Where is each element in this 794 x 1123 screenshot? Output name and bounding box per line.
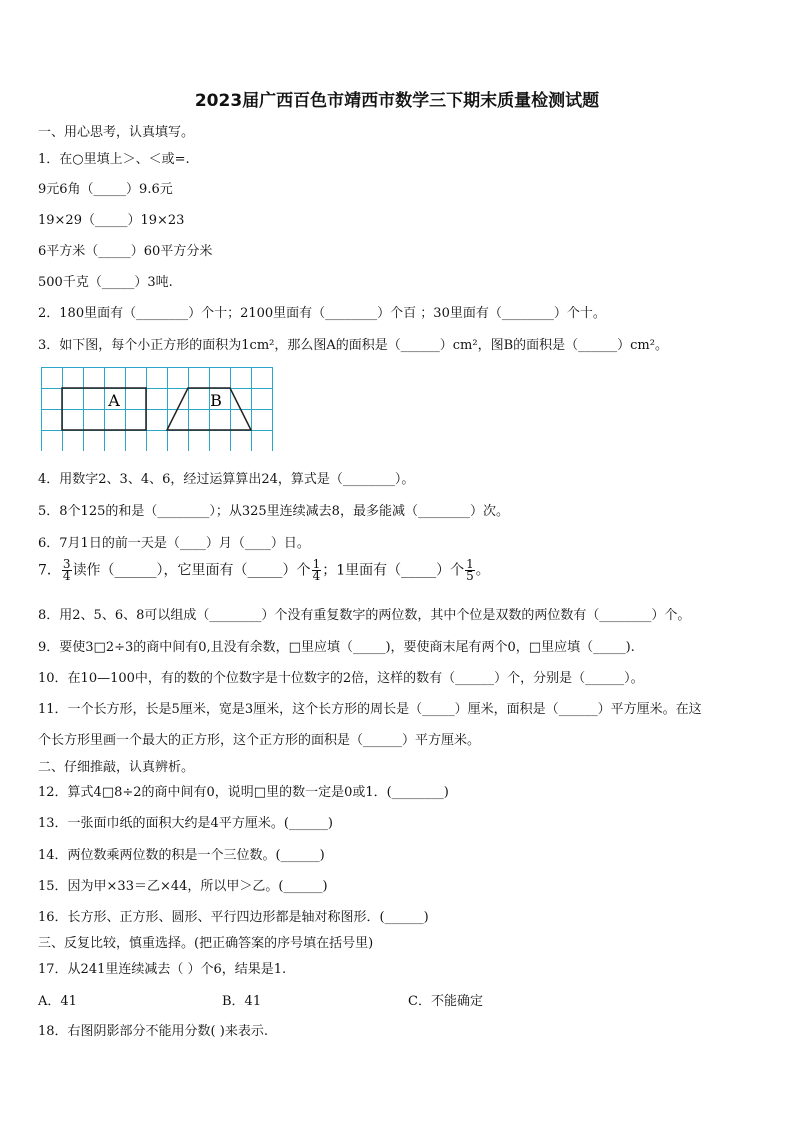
question-12: 12．算式4□8÷2的商中间有0，说明□里的数一定是0或1．(________) — [38, 785, 449, 800]
question-17-stem: 17．从241里连续减去（ ）个6，结果是1. — [38, 962, 287, 977]
question-11-line1: 11．一个长方形，长是5厘米，宽是3厘米，这个长方形的周长是（_____）厘米，面积是（______）平方厘米。在这 — [38, 702, 702, 717]
q7-prefix: 7． — [38, 562, 61, 579]
frac-numerator: 1 — [312, 557, 321, 571]
question-16: 16．长方形、正方形、圆形、平行四边形都是轴对称图形．(______) — [38, 910, 429, 925]
frac-denominator: 4 — [62, 569, 71, 583]
question-13: 13．一张面巾纸的面积大约是4平方厘米。(______) — [38, 816, 333, 831]
shape-b-label: B — [210, 391, 222, 410]
section-3-heading: 三、反复比较，慎重选择。(把正确答案的序号填在括号里) — [38, 936, 374, 951]
fraction-three-quarters — [62, 559, 72, 582]
fraction-one-quarter — [312, 559, 322, 582]
question-8: 8．用2、5、6、8可以组成（________）个没有重复数字的两位数，其中个位是双数的两位数有（________）个。 — [38, 608, 691, 623]
q17-option-a: A．41 — [38, 994, 77, 1009]
q7-part1: 读作（______），它里面有（_____）个 — [72, 562, 311, 579]
question-7 — [38, 559, 490, 582]
q17-option-b: B．41 — [222, 994, 262, 1009]
q7-part3: 。 — [475, 562, 490, 579]
question-5: 5．8个125的和是（________）；从325里连续减去8，最多能减（________）次。 — [38, 504, 509, 519]
q17-option-c: C．不能确定 — [408, 994, 483, 1009]
frac-numerator: 1 — [466, 557, 474, 571]
question-10: 10．在10—100中，有的数的个位数字是十位数字的2倍，这样的数有（______）个，分别是（______）。 — [38, 671, 644, 686]
question-9: 9．要使3□2÷3的商中间有0,且没有余数，□里应填（_____)，要使商末尾有两个0，□里应填（_____). — [38, 640, 635, 655]
section-2-heading: 二、仔细推敲，认真辨析。 — [38, 760, 195, 775]
frac-numerator: 3 — [62, 557, 71, 571]
question-1c: 6平方米（_____）60平方分米 — [38, 244, 213, 259]
q7-part2: ；1里面有（_____）个 — [322, 562, 465, 579]
question-18: 18．右图阴影部分不能用分数( )来表示. — [38, 1024, 268, 1039]
question-1a: 9元6角（_____）9.6元 — [38, 182, 173, 197]
grid-svg — [41, 367, 273, 451]
question-4: 4．用数字2、3、4、6，经过运算算出24，算式是（________）。 — [38, 472, 415, 487]
question-1b: 19×29（_____）19×23 — [38, 213, 185, 228]
fraction-one-fifth — [465, 559, 475, 582]
section-1-heading: 一、用心思考，认真填写。 — [38, 125, 195, 140]
frac-denominator: 4 — [312, 569, 321, 583]
area-grid-figure — [41, 367, 273, 455]
shape-a-label: A — [108, 391, 120, 410]
question-11-line2: 个长方形里画一个最大的正方形，这个正方形的面积是（______）平方厘米。 — [38, 733, 481, 748]
page-title: 2023届广西百色市靖西市数学三下期末质量检测试题 — [194, 91, 600, 111]
question-1-stem: 1．在○里填上＞、＜或=. — [38, 152, 190, 167]
frac-denominator: 5 — [466, 569, 474, 583]
question-14: 14．两位数乘两位数的积是一个三位数。(______) — [38, 848, 325, 863]
question-6: 6．7月1日的前一天是（____）月（____）日。 — [38, 536, 310, 551]
question-15: 15．因为甲×33＝乙×44，所以甲＞乙。(______) — [38, 879, 328, 894]
question-1d: 500千克（_____）3吨. — [38, 275, 173, 290]
question-3: 3．如下图，每个小正方形的面积为1cm²，那么图A的面积是（______）cm²，图B的面积是（______）cm²。 — [38, 338, 668, 353]
question-2: 2．180里面有（________）个十；2100里面有（________）个百 ；30里面有（________）个十。 — [38, 306, 606, 321]
